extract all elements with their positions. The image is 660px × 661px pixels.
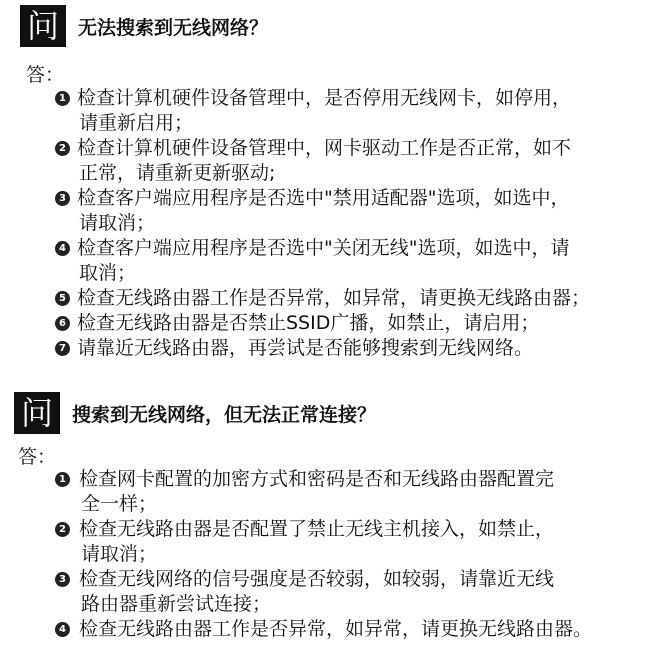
item-number-badge: 2 — [55, 141, 70, 156]
item-text: 检查无线路由器是否配置了禁止无线主机接入，如禁止， — [79, 518, 555, 540]
item-number-badge: 4 — [55, 622, 70, 637]
item-text: 检查无线路由器是否禁止SSID广播，如禁止，请启用； — [77, 312, 540, 334]
item-number-badge: 2 — [55, 522, 70, 537]
item-number-badge: 1 — [55, 91, 70, 106]
question-icon: 问 — [14, 392, 60, 434]
item-text: 请靠近无线路由器，再尝试是否能够搜索到无线网络。 — [77, 337, 534, 359]
item-text: 检查计算机硬件设备管理中，是否停用无线网卡，如停用， — [77, 87, 572, 109]
item-number-badge: 5 — [55, 291, 70, 306]
answer-label: 答： — [26, 64, 65, 86]
list-item — [55, 86, 590, 136]
list-item — [55, 136, 590, 186]
list-item — [55, 467, 592, 517]
list-item — [55, 311, 590, 336]
item-number-badge: 1 — [55, 472, 70, 487]
list-item — [55, 517, 592, 567]
question-title: 搜索到无线网络，但无法正常连接？ — [72, 403, 377, 426]
item-number-badge: 7 — [55, 341, 70, 356]
answer-list — [55, 467, 592, 642]
list-item — [55, 236, 590, 286]
item-text: 检查无线路由器工作是否异常，如异常，请更换无线路由器。 — [79, 618, 593, 640]
item-number-badge: 3 — [55, 572, 70, 587]
item-text: 检查计算机硬件设备管理中，网卡驱动工作是否正常，如不 — [77, 137, 572, 159]
answer-list — [55, 86, 590, 361]
question-title: 无法搜索到无线网络？ — [78, 16, 269, 39]
item-number-badge: 6 — [55, 316, 70, 331]
question-header-2 — [14, 392, 376, 434]
item-text: 检查客户端应用程序是否选中"禁用适配器"选项，如选中， — [77, 187, 570, 209]
item-number-badge: 4 — [55, 241, 70, 256]
item-text: 检查无线网络的信号强度是否较弱，如较弱，请靠近无线 — [79, 568, 555, 590]
item-text: 正常，请重新更新驱动; — [79, 162, 276, 184]
question-icon: 问 — [20, 5, 66, 47]
item-text: 请取消； — [79, 212, 156, 234]
question-header-1 — [20, 5, 268, 47]
list-item — [55, 336, 590, 361]
item-text: 请取消； — [81, 543, 158, 565]
list-item — [55, 617, 592, 642]
list-item — [55, 286, 590, 311]
item-text: 路由器重新尝试连接； — [81, 593, 272, 615]
item-text: 检查无线路由器工作是否异常，如异常，请更换无线路由器； — [77, 287, 591, 309]
item-number-badge: 3 — [55, 191, 70, 206]
item-text: 请重新启用； — [79, 112, 194, 134]
list-item — [55, 567, 592, 617]
item-text: 检查网卡配置的加密方式和密码是否和无线路由器配置完 — [79, 468, 555, 490]
item-text: 取消； — [79, 262, 137, 284]
answer-label: 答： — [18, 446, 57, 468]
item-text: 检查客户端应用程序是否选中"关闭无线"选项，如选中，请 — [77, 237, 570, 259]
item-text: 全一样； — [81, 493, 158, 515]
list-item — [55, 186, 590, 236]
